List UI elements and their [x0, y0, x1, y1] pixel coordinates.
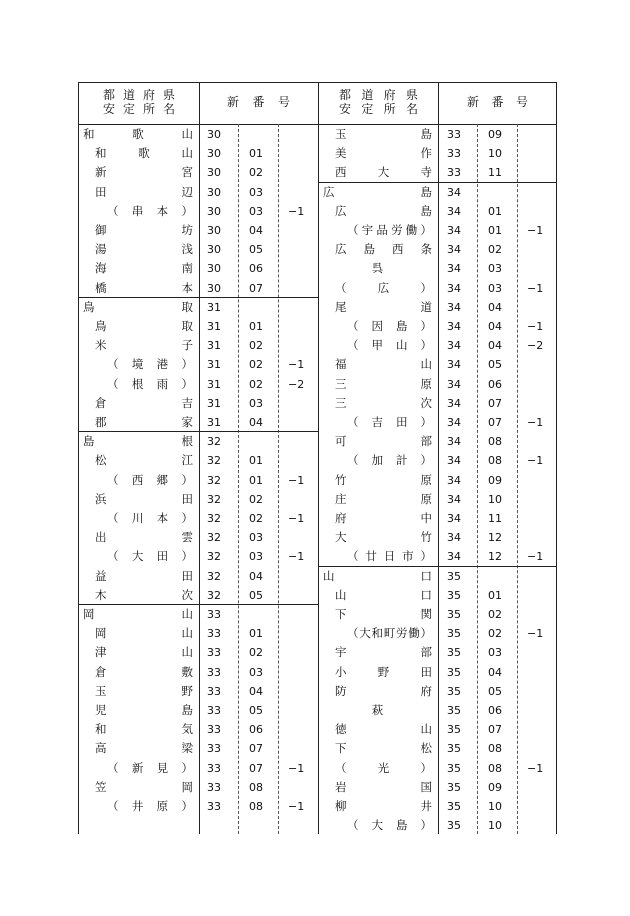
- office-name: （ 川 本 ）: [107, 511, 193, 525]
- left-name-col-rule: [199, 83, 200, 834]
- office-name: 可 部: [335, 434, 432, 449]
- header-char: 都: [339, 88, 352, 102]
- office-name: 広 島: [323, 184, 432, 199]
- code-office: 04: [488, 300, 502, 314]
- code-office: 04: [488, 320, 502, 333]
- code-office: 04: [488, 339, 502, 353]
- code-prefecture: 35: [447, 684, 461, 698]
- office-name: 広 島: [335, 203, 432, 218]
- code-office: 04: [249, 416, 263, 429]
- header-char: 県: [405, 88, 418, 102]
- office-name: （ 廿 日 市 ）: [347, 549, 432, 564]
- code-office: 07: [249, 742, 263, 756]
- code-prefecture: 34: [447, 396, 461, 410]
- code-branch: −1: [527, 224, 544, 237]
- code-office: 08: [249, 800, 263, 813]
- code-prefecture: 34: [447, 300, 461, 314]
- code-office: 02: [249, 339, 263, 353]
- code-office: 09: [488, 128, 502, 141]
- office-name: （ 加 計 ）: [347, 453, 432, 468]
- code-prefecture: 32: [207, 550, 221, 564]
- header-char: 道: [361, 88, 374, 102]
- code-branch: −1: [288, 204, 305, 218]
- code-office: 04: [249, 224, 263, 237]
- code-prefecture: 31: [207, 300, 221, 314]
- code-prefecture: 35: [447, 761, 461, 775]
- code-prefecture: 35: [447, 569, 461, 583]
- office-name: 萩: [371, 703, 384, 717]
- header-char: 新: [227, 95, 240, 109]
- office-name: 田 辺: [95, 184, 193, 199]
- code-office: 02: [249, 646, 263, 660]
- code-prefecture: 34: [447, 492, 461, 506]
- code-branch: −1: [288, 358, 305, 372]
- right-name-col-rule: [438, 83, 439, 834]
- code-prefecture: 35: [447, 819, 461, 833]
- header-char: 安: [103, 102, 116, 116]
- code-office: 04: [249, 684, 263, 698]
- code-branch: −1: [527, 281, 544, 295]
- office-name: （ 吉 田 ）: [347, 415, 432, 429]
- header-char: 定: [122, 102, 135, 116]
- code-prefecture: 34: [447, 550, 461, 564]
- header-char: 道: [122, 88, 135, 102]
- code-office: 03: [249, 550, 263, 564]
- office-name: 下 松: [335, 741, 432, 756]
- code-prefecture: 31: [207, 358, 221, 372]
- code-office: 02: [488, 243, 502, 257]
- code-prefecture: 34: [447, 243, 461, 257]
- code-prefecture: 35: [447, 723, 461, 737]
- office-name: 宇 部: [335, 645, 432, 660]
- code-prefecture: 30: [207, 262, 221, 276]
- code-prefecture: 34: [447, 262, 461, 276]
- office-name: （ 大 和 町 労 働 ）: [347, 626, 432, 641]
- code-prefecture: 33: [447, 166, 461, 180]
- code-branch: −1: [288, 473, 305, 487]
- office-name: 高 梁: [95, 741, 193, 756]
- code-prefecture: 35: [447, 704, 461, 717]
- code-prefecture: 34: [447, 185, 461, 199]
- code-prefecture: 30: [207, 185, 221, 199]
- office-name: （ 大 田 ）: [107, 549, 193, 564]
- office-name: 島 根: [83, 434, 193, 449]
- code-office: 01: [249, 454, 263, 468]
- office-name: 広 島 西 条: [335, 242, 432, 257]
- code-prefecture: 34: [447, 204, 461, 218]
- office-name: 西 大 寺: [335, 165, 432, 180]
- header-char: 都: [103, 88, 116, 102]
- code-office: 07: [249, 761, 263, 775]
- office-name: 岡 山: [83, 607, 193, 621]
- office-name: 新 宮: [95, 165, 193, 180]
- code-prefecture: 33: [207, 627, 221, 641]
- office-name: 玉 島: [335, 127, 432, 141]
- code-prefecture: 34: [447, 454, 461, 468]
- code-office: 04: [249, 569, 263, 583]
- code-office: 10: [488, 492, 502, 506]
- code-prefecture: 33: [207, 780, 221, 794]
- code-prefecture: 30: [207, 128, 221, 141]
- code-prefecture: 34: [447, 358, 461, 372]
- left-dashed-rule-2: [278, 124, 279, 834]
- office-name: 児 島: [95, 703, 193, 717]
- code-branch: −1: [527, 627, 544, 641]
- code-prefecture: 33: [207, 665, 221, 679]
- code-prefecture: 31: [207, 377, 221, 391]
- code-prefecture: 35: [447, 588, 461, 602]
- code-prefecture: 33: [447, 128, 461, 141]
- code-office: 07: [488, 416, 502, 429]
- code-prefecture: 30: [207, 147, 221, 161]
- header-char: 番: [491, 95, 504, 109]
- code-prefecture: 32: [207, 588, 221, 602]
- code-prefecture: 34: [447, 473, 461, 487]
- code-office: 08: [249, 780, 263, 794]
- code-office: 12: [488, 531, 502, 545]
- code-office: 07: [488, 396, 502, 410]
- half-divider-rule: [318, 83, 319, 834]
- code-office: 03: [488, 262, 502, 276]
- header-char: 新: [467, 95, 480, 109]
- office-name: 三 次: [335, 395, 432, 410]
- code-office: 03: [249, 204, 263, 218]
- code-office: 01: [249, 473, 263, 487]
- code-prefecture: 32: [207, 531, 221, 545]
- code-office: 01: [488, 204, 502, 218]
- code-prefecture: 31: [207, 339, 221, 353]
- header-char: 府: [383, 88, 396, 102]
- header-char: 番: [252, 95, 265, 109]
- code-office: 02: [249, 358, 263, 372]
- code-branch: −1: [527, 454, 544, 468]
- office-name: 海 南: [95, 261, 193, 276]
- office-name: 松 江: [95, 453, 193, 468]
- office-name: （ 光 ）: [335, 760, 432, 775]
- office-name: 竹 原: [335, 472, 432, 487]
- code-branch: −1: [288, 512, 305, 525]
- code-branch: −2: [288, 377, 305, 391]
- office-name: 柳 井: [335, 799, 432, 813]
- office-name: （ 境 港 ）: [107, 357, 193, 372]
- office-name: 倉 敷: [95, 664, 193, 679]
- office-name: 山 口: [335, 587, 432, 602]
- code-office: 03: [488, 646, 502, 660]
- office-name: 鳥 取: [83, 299, 193, 314]
- code-office: 03: [249, 531, 263, 545]
- code-prefecture: 33: [207, 742, 221, 756]
- code-branch: −1: [288, 761, 305, 775]
- code-office: 02: [488, 608, 502, 621]
- left-header-name: [79, 88, 199, 116]
- code-branch: −1: [527, 416, 544, 429]
- office-name: 和 気: [95, 722, 193, 737]
- office-name: （ 宇 品 労 働 ）: [347, 223, 432, 237]
- code-office: 10: [488, 819, 502, 833]
- code-prefecture: 33: [207, 646, 221, 660]
- header-char: 号: [515, 95, 528, 109]
- code-office: 05: [488, 358, 502, 372]
- header-char: 名: [162, 102, 175, 116]
- header-char: 定: [361, 102, 374, 116]
- code-office: 10: [488, 800, 502, 813]
- header-char: 安: [339, 102, 352, 116]
- office-name: （ 広 ）: [335, 280, 432, 295]
- office-name: （ 甲 山 ）: [347, 338, 432, 353]
- office-name: 福 山: [335, 357, 432, 372]
- code-office: 01: [488, 224, 502, 237]
- office-name: 岩 国: [335, 779, 432, 794]
- left-header-number: [199, 95, 318, 109]
- code-office: 10: [488, 147, 502, 161]
- station-number-table: [78, 82, 557, 834]
- office-name: 尾 道: [335, 299, 432, 314]
- office-name: 笠 岡: [95, 779, 193, 794]
- header-char: 所: [142, 102, 155, 116]
- code-branch: −1: [288, 550, 305, 564]
- code-prefecture: 33: [447, 147, 461, 161]
- code-office: 07: [249, 281, 263, 295]
- code-office: 05: [249, 243, 263, 257]
- office-name: 和 歌 山: [83, 127, 193, 141]
- code-prefecture: 34: [447, 281, 461, 295]
- code-prefecture: 33: [207, 608, 221, 621]
- office-name: （ 串 本 ）: [107, 203, 193, 218]
- header-char: 所: [383, 102, 396, 116]
- code-office: 01: [249, 147, 263, 161]
- code-office: 11: [488, 166, 502, 180]
- office-name: （ 新 見 ）: [107, 760, 193, 775]
- code-office: 01: [249, 627, 263, 641]
- code-prefecture: 34: [447, 377, 461, 391]
- code-branch: −1: [288, 800, 305, 813]
- office-name: 美 作: [335, 146, 432, 161]
- code-office: 02: [249, 166, 263, 180]
- right-header-number: [439, 95, 556, 109]
- office-name: 郡 家: [95, 415, 193, 429]
- office-name: 小 野 田: [335, 664, 432, 679]
- code-prefecture: 30: [207, 204, 221, 218]
- code-branch: −1: [527, 761, 544, 775]
- code-office: 08: [488, 742, 502, 756]
- code-office: 06: [249, 723, 263, 737]
- code-office: 03: [488, 281, 502, 295]
- header-char: 号: [277, 95, 290, 109]
- code-office: 03: [249, 665, 263, 679]
- office-name: 大 竹: [335, 530, 432, 545]
- code-prefecture: 33: [207, 704, 221, 717]
- office-name: 防 府: [335, 683, 432, 698]
- code-office: 02: [249, 512, 263, 525]
- code-prefecture: 35: [447, 800, 461, 813]
- code-prefecture: 33: [207, 800, 221, 813]
- code-prefecture: 32: [207, 473, 221, 487]
- code-prefecture: 30: [207, 281, 221, 295]
- office-name: 和 歌 山: [95, 146, 193, 161]
- code-office: 04: [488, 665, 502, 679]
- office-name: 山 口: [323, 568, 432, 583]
- office-name: 呉: [371, 261, 384, 276]
- code-office: 06: [249, 262, 263, 276]
- office-name: 徳 山: [335, 722, 432, 737]
- right-dashed-rule-1: [477, 124, 478, 834]
- code-prefecture: 33: [207, 723, 221, 737]
- code-office: 03: [249, 396, 263, 410]
- code-prefecture: 32: [207, 435, 221, 449]
- office-name: 出 雲: [95, 530, 193, 545]
- code-office: 02: [249, 377, 263, 391]
- code-prefecture: 33: [207, 761, 221, 775]
- code-prefecture: 34: [447, 320, 461, 333]
- code-prefecture: 30: [207, 166, 221, 180]
- office-name: （ 西 郷 ）: [107, 472, 193, 487]
- code-office: 05: [249, 704, 263, 717]
- left-dashed-rule-1: [238, 124, 239, 834]
- code-office: 08: [488, 435, 502, 449]
- right-dashed-rule-2: [517, 124, 518, 834]
- office-name: 鳥 取: [95, 319, 193, 333]
- code-prefecture: 31: [207, 396, 221, 410]
- code-prefecture: 32: [207, 512, 221, 525]
- header-char: 県: [162, 88, 175, 102]
- office-name: 倉 吉: [95, 395, 193, 410]
- code-office: 08: [488, 454, 502, 468]
- code-prefecture: 31: [207, 320, 221, 333]
- office-name: 岡 山: [95, 626, 193, 641]
- office-name: 益 田: [95, 568, 193, 583]
- code-prefecture: 33: [207, 684, 221, 698]
- code-prefecture: 34: [447, 512, 461, 525]
- office-name: （ 井 原 ）: [107, 799, 193, 813]
- code-office: 08: [488, 761, 502, 775]
- code-office: 02: [488, 627, 502, 641]
- code-office: 03: [249, 185, 263, 199]
- office-name: 玉 野: [95, 683, 193, 698]
- office-name: 津 山: [95, 645, 193, 660]
- code-office: 05: [249, 588, 263, 602]
- code-office: 07: [488, 723, 502, 737]
- office-name: （ 因 島 ）: [347, 319, 432, 333]
- code-office: 09: [488, 780, 502, 794]
- code-office: 06: [488, 377, 502, 391]
- code-office: 02: [249, 492, 263, 506]
- code-branch: −1: [527, 550, 544, 564]
- header-char: 名: [405, 102, 418, 116]
- code-prefecture: 35: [447, 646, 461, 660]
- code-prefecture: 32: [207, 454, 221, 468]
- code-office: 06: [488, 704, 502, 717]
- office-name: 木 次: [95, 587, 193, 602]
- code-prefecture: 34: [447, 531, 461, 545]
- code-prefecture: 35: [447, 608, 461, 621]
- code-prefecture: 34: [447, 416, 461, 429]
- office-name: 橋 本: [95, 280, 193, 295]
- code-office: 05: [488, 684, 502, 698]
- office-name: 庄 原: [335, 491, 432, 506]
- office-name: 湯 浅: [95, 242, 193, 257]
- code-prefecture: 32: [207, 569, 221, 583]
- code-office: 09: [488, 473, 502, 487]
- code-office: 11: [488, 512, 502, 525]
- code-prefecture: 32: [207, 492, 221, 506]
- office-name: 御 坊: [95, 223, 193, 237]
- code-prefecture: 35: [447, 780, 461, 794]
- header-char: 府: [142, 88, 155, 102]
- code-branch: −2: [527, 339, 544, 353]
- code-prefecture: 30: [207, 224, 221, 237]
- code-office: 12: [488, 550, 502, 564]
- code-prefecture: 34: [447, 224, 461, 237]
- code-prefecture: 31: [207, 416, 221, 429]
- office-name: （ 大 島 ）: [347, 818, 432, 833]
- code-prefecture: 34: [447, 339, 461, 353]
- code-prefecture: 35: [447, 665, 461, 679]
- code-prefecture: 30: [207, 243, 221, 257]
- office-name: 米 子: [95, 338, 193, 353]
- code-prefecture: 35: [447, 742, 461, 756]
- office-name: 下 関: [335, 607, 432, 621]
- office-name: 浜 田: [95, 491, 193, 506]
- right-header-name: [319, 88, 438, 116]
- office-name: 三 原: [335, 376, 432, 391]
- code-prefecture: 34: [447, 435, 461, 449]
- code-office: 01: [249, 320, 263, 333]
- code-office: 01: [488, 588, 502, 602]
- code-prefecture: 35: [447, 627, 461, 641]
- office-name: （ 根 雨 ）: [107, 376, 193, 391]
- office-name: 府 中: [335, 511, 432, 525]
- code-branch: −1: [527, 320, 544, 333]
